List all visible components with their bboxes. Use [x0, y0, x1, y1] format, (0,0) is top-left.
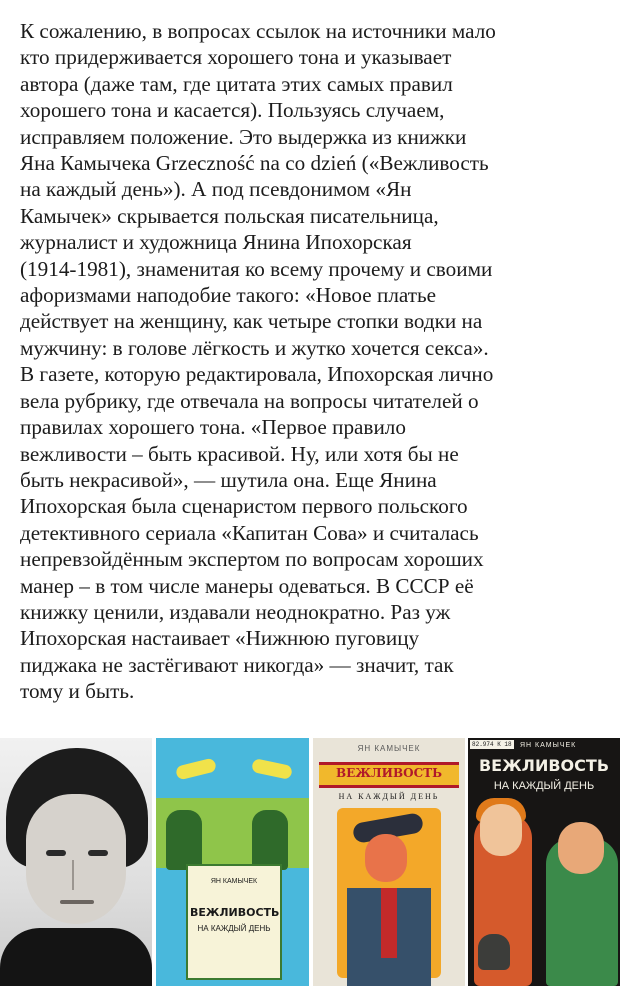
tie-icon — [381, 888, 397, 958]
portrait-face — [26, 794, 126, 924]
book-cover-3 — [468, 738, 620, 986]
article-line: исправляем положение. Это выдержка из книжки — [20, 124, 467, 149]
portrait-eye — [88, 850, 108, 856]
article-line: автора (даже там, где цитата этих самых правил — [20, 71, 453, 96]
article-line: правилах хорошего тона. «Первое правило — [20, 415, 406, 440]
man-head — [558, 822, 604, 874]
article-line: Камычек» скрывается польская писательница, — [20, 203, 439, 228]
portrait-nose — [72, 860, 82, 890]
cover-title: ВЕЖЛИВОСТЬ — [190, 906, 280, 919]
cover-author: ЯН КАМЫЧЕК — [210, 878, 258, 885]
article-line: тому и быть. — [20, 679, 135, 704]
cover-author: ЯН КАМЫЧЕК — [520, 742, 577, 749]
article-line: вела рубрику, где отвечала на вопросы читателей о — [20, 388, 479, 413]
article-line: пиджака не застёгивают никогда» — значит, так — [20, 652, 454, 677]
cover-subtitle: НА КАЖДЫЙ ДЕНЬ — [493, 780, 595, 792]
cover-subtitle: НА КАЖДЫЙ ДЕНЬ — [338, 792, 440, 801]
article-line: К сожалению, в вопросах ссылок на источники мало — [20, 19, 496, 43]
man-head — [365, 834, 407, 882]
cover-subtitle: НА КАЖДЫЙ ДЕНЬ — [197, 924, 271, 933]
book-cover-1 — [156, 738, 309, 986]
hat-icon — [175, 757, 217, 780]
cover-title: ВЕЖЛИВОСТЬ — [336, 766, 442, 780]
cover-title: ВЕЖЛИВОСТЬ — [478, 756, 610, 775]
portrait-eye — [46, 850, 66, 856]
article-line: действует на женщину, как четыре стопки водки на — [20, 309, 483, 334]
article-line: Яна Камычека Grzeczność na co dzień («Вежливость — [20, 151, 489, 176]
cover-author: ЯН КАМЫЧЕК — [357, 744, 421, 753]
library-sticker: 82.974 К 18 — [472, 741, 512, 748]
portrait-mouth — [60, 900, 94, 904]
cat-icon — [478, 934, 510, 970]
article-line: афоризмами наподобие такого: «Новое платье — [20, 283, 437, 308]
article-line: журналист и художница Янина Ипохорская — [20, 230, 412, 255]
article-line: на каждый день»). А под псевдонимом «Ян — [20, 177, 412, 202]
book-cover-2 — [313, 738, 465, 986]
article-line: книжку ценили, издавали неоднократно. Раз уж — [20, 599, 451, 624]
man-figure — [252, 810, 288, 870]
article-line: непревзойдённым экспертом по вопросам хороших — [20, 547, 484, 572]
photo-strip — [0, 738, 620, 988]
article-line: хорошего тона и касается). Пользуясь случаем, — [20, 98, 445, 123]
article-line: кто придерживается хорошего тона и указывает — [20, 45, 452, 70]
article-line: мужчину: в голове лёгкость и жутко хочется секса». — [20, 335, 489, 360]
article-line: быть некрасивой», — шутила она. Еще Янина — [20, 467, 437, 492]
article-line: Ипохорская настаивает «Нижнюю пуговицу — [20, 626, 420, 651]
article-line: вежливости – быть красивой. Ну, или хотя бы не — [20, 441, 459, 466]
woman-head — [480, 804, 522, 856]
article-line: детективного сериала «Капитан Сова» и считалась — [20, 520, 479, 545]
portrait-coat — [0, 928, 152, 986]
article-line: (1914-1981), знаменитая ко всему прочему и своими — [20, 256, 493, 281]
article-line: Ипохорская была сценаристом первого польского — [20, 494, 468, 519]
calendar-page — [186, 864, 282, 980]
hat-icon — [251, 758, 293, 780]
article-text — [20, 18, 612, 705]
man-figure — [166, 810, 202, 870]
article-line: В газете, которую редактировала, Ипохорская лично — [20, 362, 494, 387]
article-line: манер – в том числе манеры одеваться. В СССР её — [20, 573, 474, 598]
author-portrait-photo — [0, 738, 152, 986]
